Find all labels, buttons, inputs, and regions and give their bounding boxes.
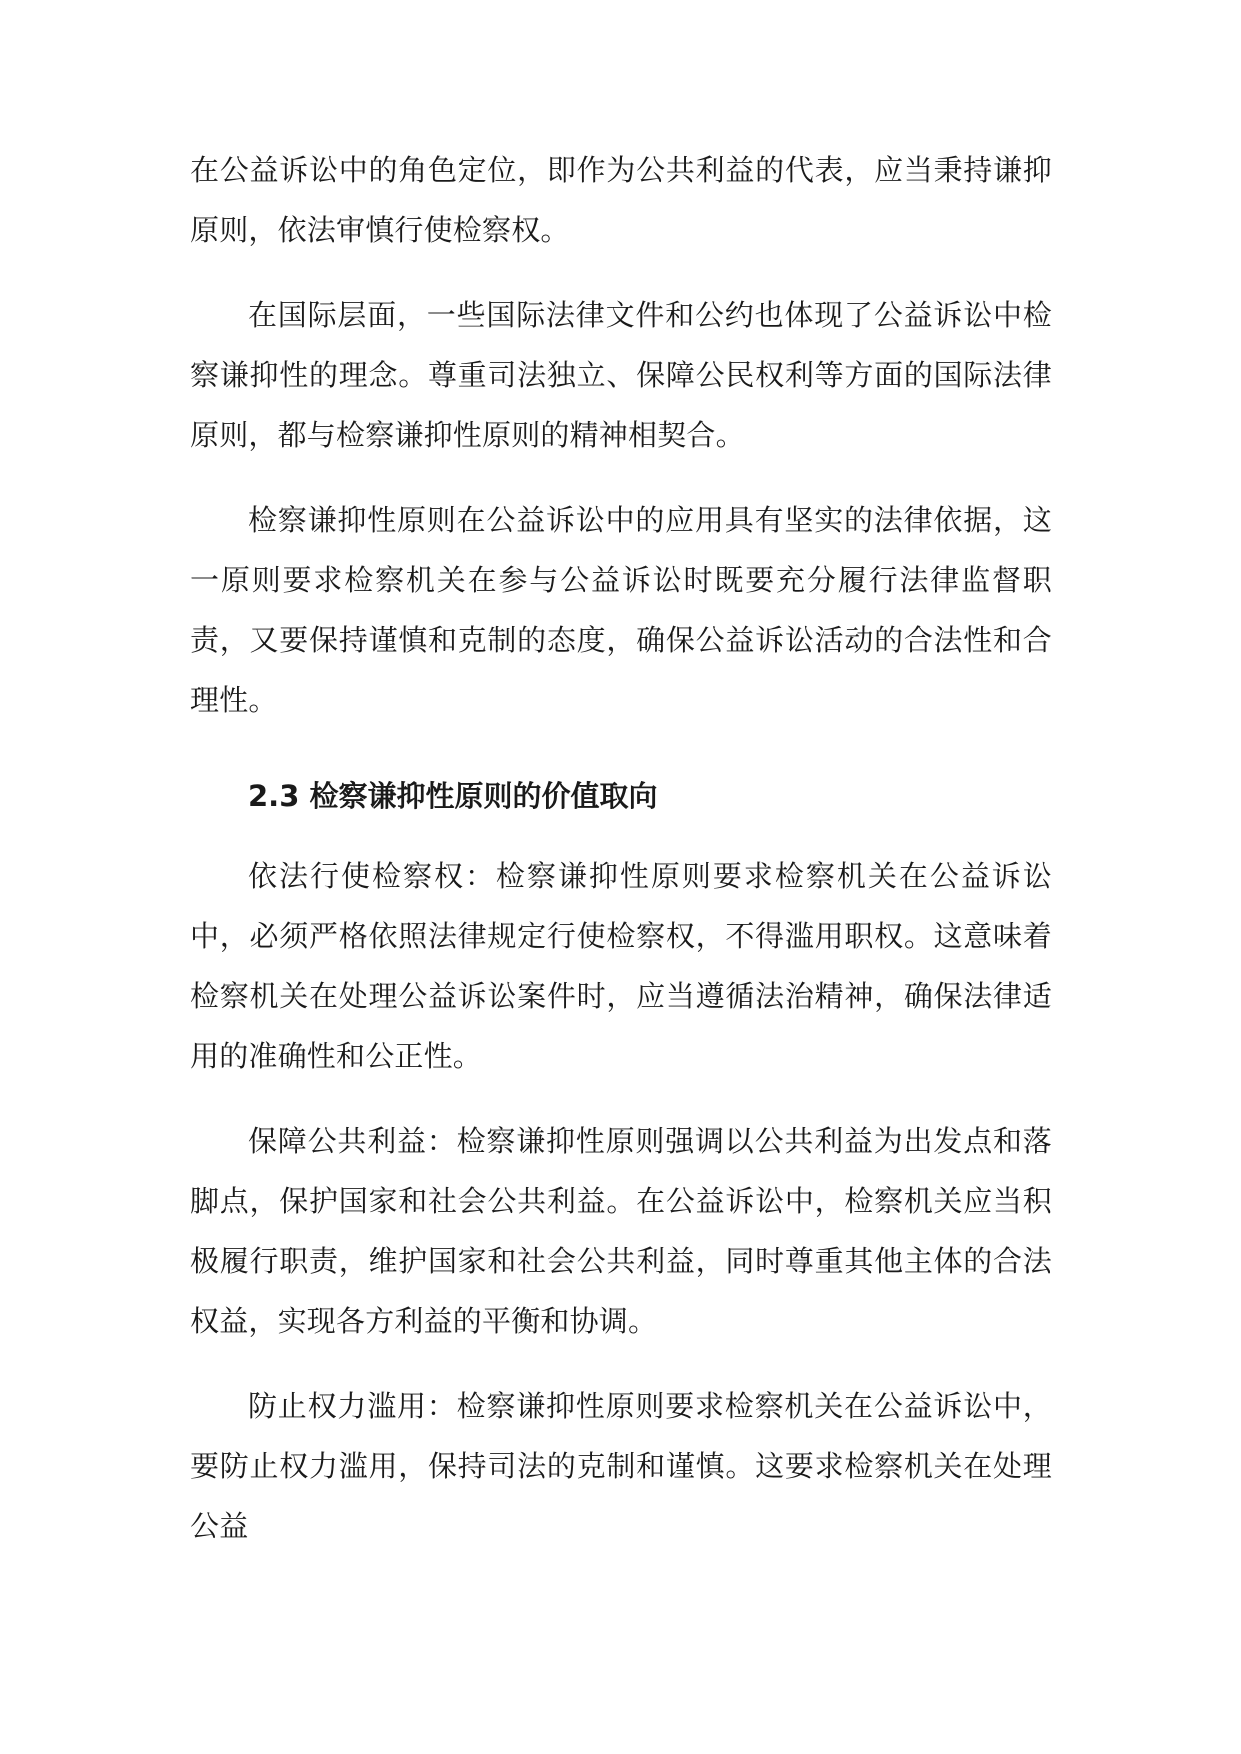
paragraph-prevent-abuse: 防止权力滥用：检察谦抑性原则要求检察机关在公益诉讼中，要防止权力滥用，保持司法的克制和谨慎。这要求检察机关在处理公益	[190, 1389, 1052, 1543]
paragraph-continuation: 在公益诉讼中的角色定位，即作为公共利益的代表，应当秉持谦抑原则，依法审慎行使检察权。	[190, 153, 1052, 247]
paragraph-international: 在国际层面，一些国际法律文件和公约也体现了公益诉讼中检察谦抑性的理念。尊重司法独立、保障公民权利等方面的国际法律原则，都与检察谦抑性原则的精神相契合。	[190, 298, 1052, 452]
paragraph-lawful-exercise: 依法行使检察权：检察谦抑性原则要求检察机关在公益诉讼中，必须严格依照法律规定行使检察权，不得滥用职权。这意味着检察机关在处理公益诉讼案件时，应当遵循法治精神，确保法律适用的准确性和公正性。	[190, 859, 1052, 1073]
paragraph-public-interest: 保障公共利益：检察谦抑性原则强调以公共利益为出发点和落脚点，保护国家和社会公共利益。在公益诉讼中，检察机关应当积极履行职责，维护国家和社会公共利益，同时尊重其他主体的合法权益，实现各方利益的平衡和协调。	[190, 1124, 1052, 1338]
section-heading: 2.3 检察谦抑性原则的价值取向	[248, 779, 658, 813]
paragraph-legal-basis: 检察谦抑性原则在公益诉讼中的应用具有坚实的法律依据，这一原则要求检察机关在参与公益诉讼时既要充分履行法律监督职责，又要保持谨慎和克制的态度，确保公益诉讼活动的合法性和合理性。	[190, 503, 1052, 717]
document-body	[190, 140, 1052, 1581]
